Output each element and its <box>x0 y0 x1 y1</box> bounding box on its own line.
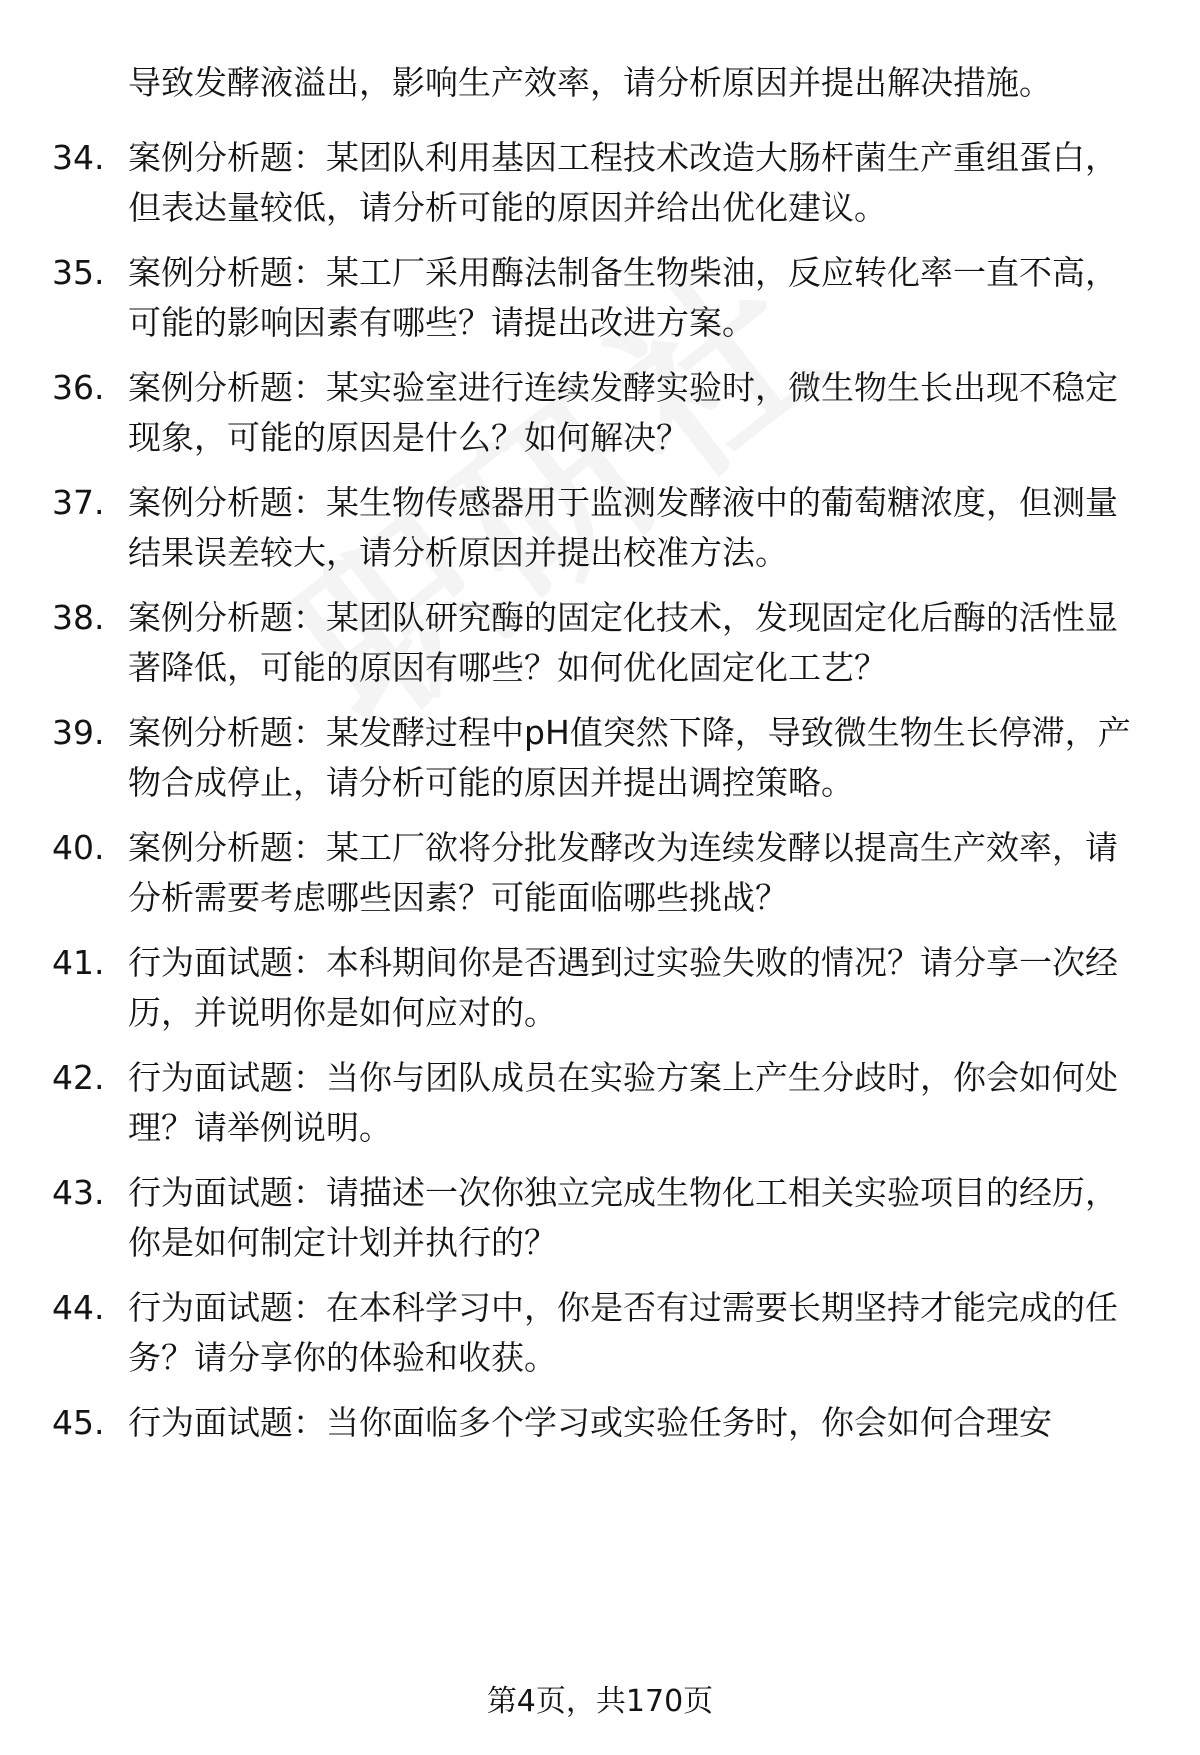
question-text: 行为面试题：本科期间你是否遇到过实验失败的情况？请分享一次经历，并说明你是如何应对的。 <box>128 943 1118 1032</box>
question-number: 43. <box>52 1173 105 1212</box>
question-number: 37. <box>52 483 105 522</box>
question-number: 41. <box>52 943 105 982</box>
question-text: 案例分析题：某团队研究酶的固定化技术，发现固定化后酶的活性显著降低，可能的原因有哪些？如何优化固定化工艺？ <box>128 598 1118 687</box>
question-number: 36. <box>52 368 105 407</box>
continuation-text: 导致发酵液溢出，影响生产效率，请分析原因并提出解决措施。 <box>128 63 1052 102</box>
question-number: 40. <box>52 828 105 867</box>
page-footer: 第4页，共170页 <box>486 1684 714 1719</box>
question-text: 行为面试题：当你面临多个学习或实验任务时，你会如何合理安 <box>128 1403 1052 1442</box>
question-text: 案例分析题：某工厂欲将分批发酵改为连续发酵以提高生产效率，请分析需要考虑哪些因素？可能面临哪些挑战？ <box>128 828 1118 917</box>
question-number: 38. <box>52 598 105 637</box>
question-text: 案例分析题：某发酵过程中pH值突然下降，导致微生物生长停滞，产物合成停止，请分析可能的原因并提出调控策略。 <box>128 713 1131 802</box>
question-text: 案例分析题：某工厂采用酶法制备生物柴油，反应转化率一直不高，可能的影响因素有哪些？请提出改进方案。 <box>128 253 1118 342</box>
question-number: 39. <box>52 713 105 752</box>
question-text: 案例分析题：某实验室进行连续发酵实验时，微生物生长出现不稳定现象，可能的原因是什么？如何解决？ <box>128 368 1118 457</box>
question-number: 35. <box>52 253 105 292</box>
question-text: 行为面试题：当你与团队成员在实验方案上产生分歧时，你会如何处理？请举例说明。 <box>128 1058 1118 1147</box>
question-number: 34. <box>52 138 105 177</box>
question-number: 45. <box>52 1403 105 1442</box>
question-number: 44. <box>52 1288 105 1327</box>
question-number: 42. <box>52 1058 105 1097</box>
question-text: 行为面试题：请描述一次你独立完成生物化工相关实验项目的经历，你是如何制定计划并执行的？ <box>128 1173 1118 1262</box>
question-text: 案例分析题：某生物传感器用于监测发酵液中的葡萄糖浓度，但测量结果误差较大，请分析原因并提出校准方法。 <box>128 483 1118 572</box>
question-text: 行为面试题：在本科学习中，你是否有过需要长期坚持才能完成的任务？请分享你的体验和收获。 <box>128 1288 1118 1377</box>
question-text: 案例分析题：某团队利用基因工程技术改造大肠杆菌生产重组蛋白，但表达量较低，请分析可能的原因并给出优化建议。 <box>128 138 1118 227</box>
